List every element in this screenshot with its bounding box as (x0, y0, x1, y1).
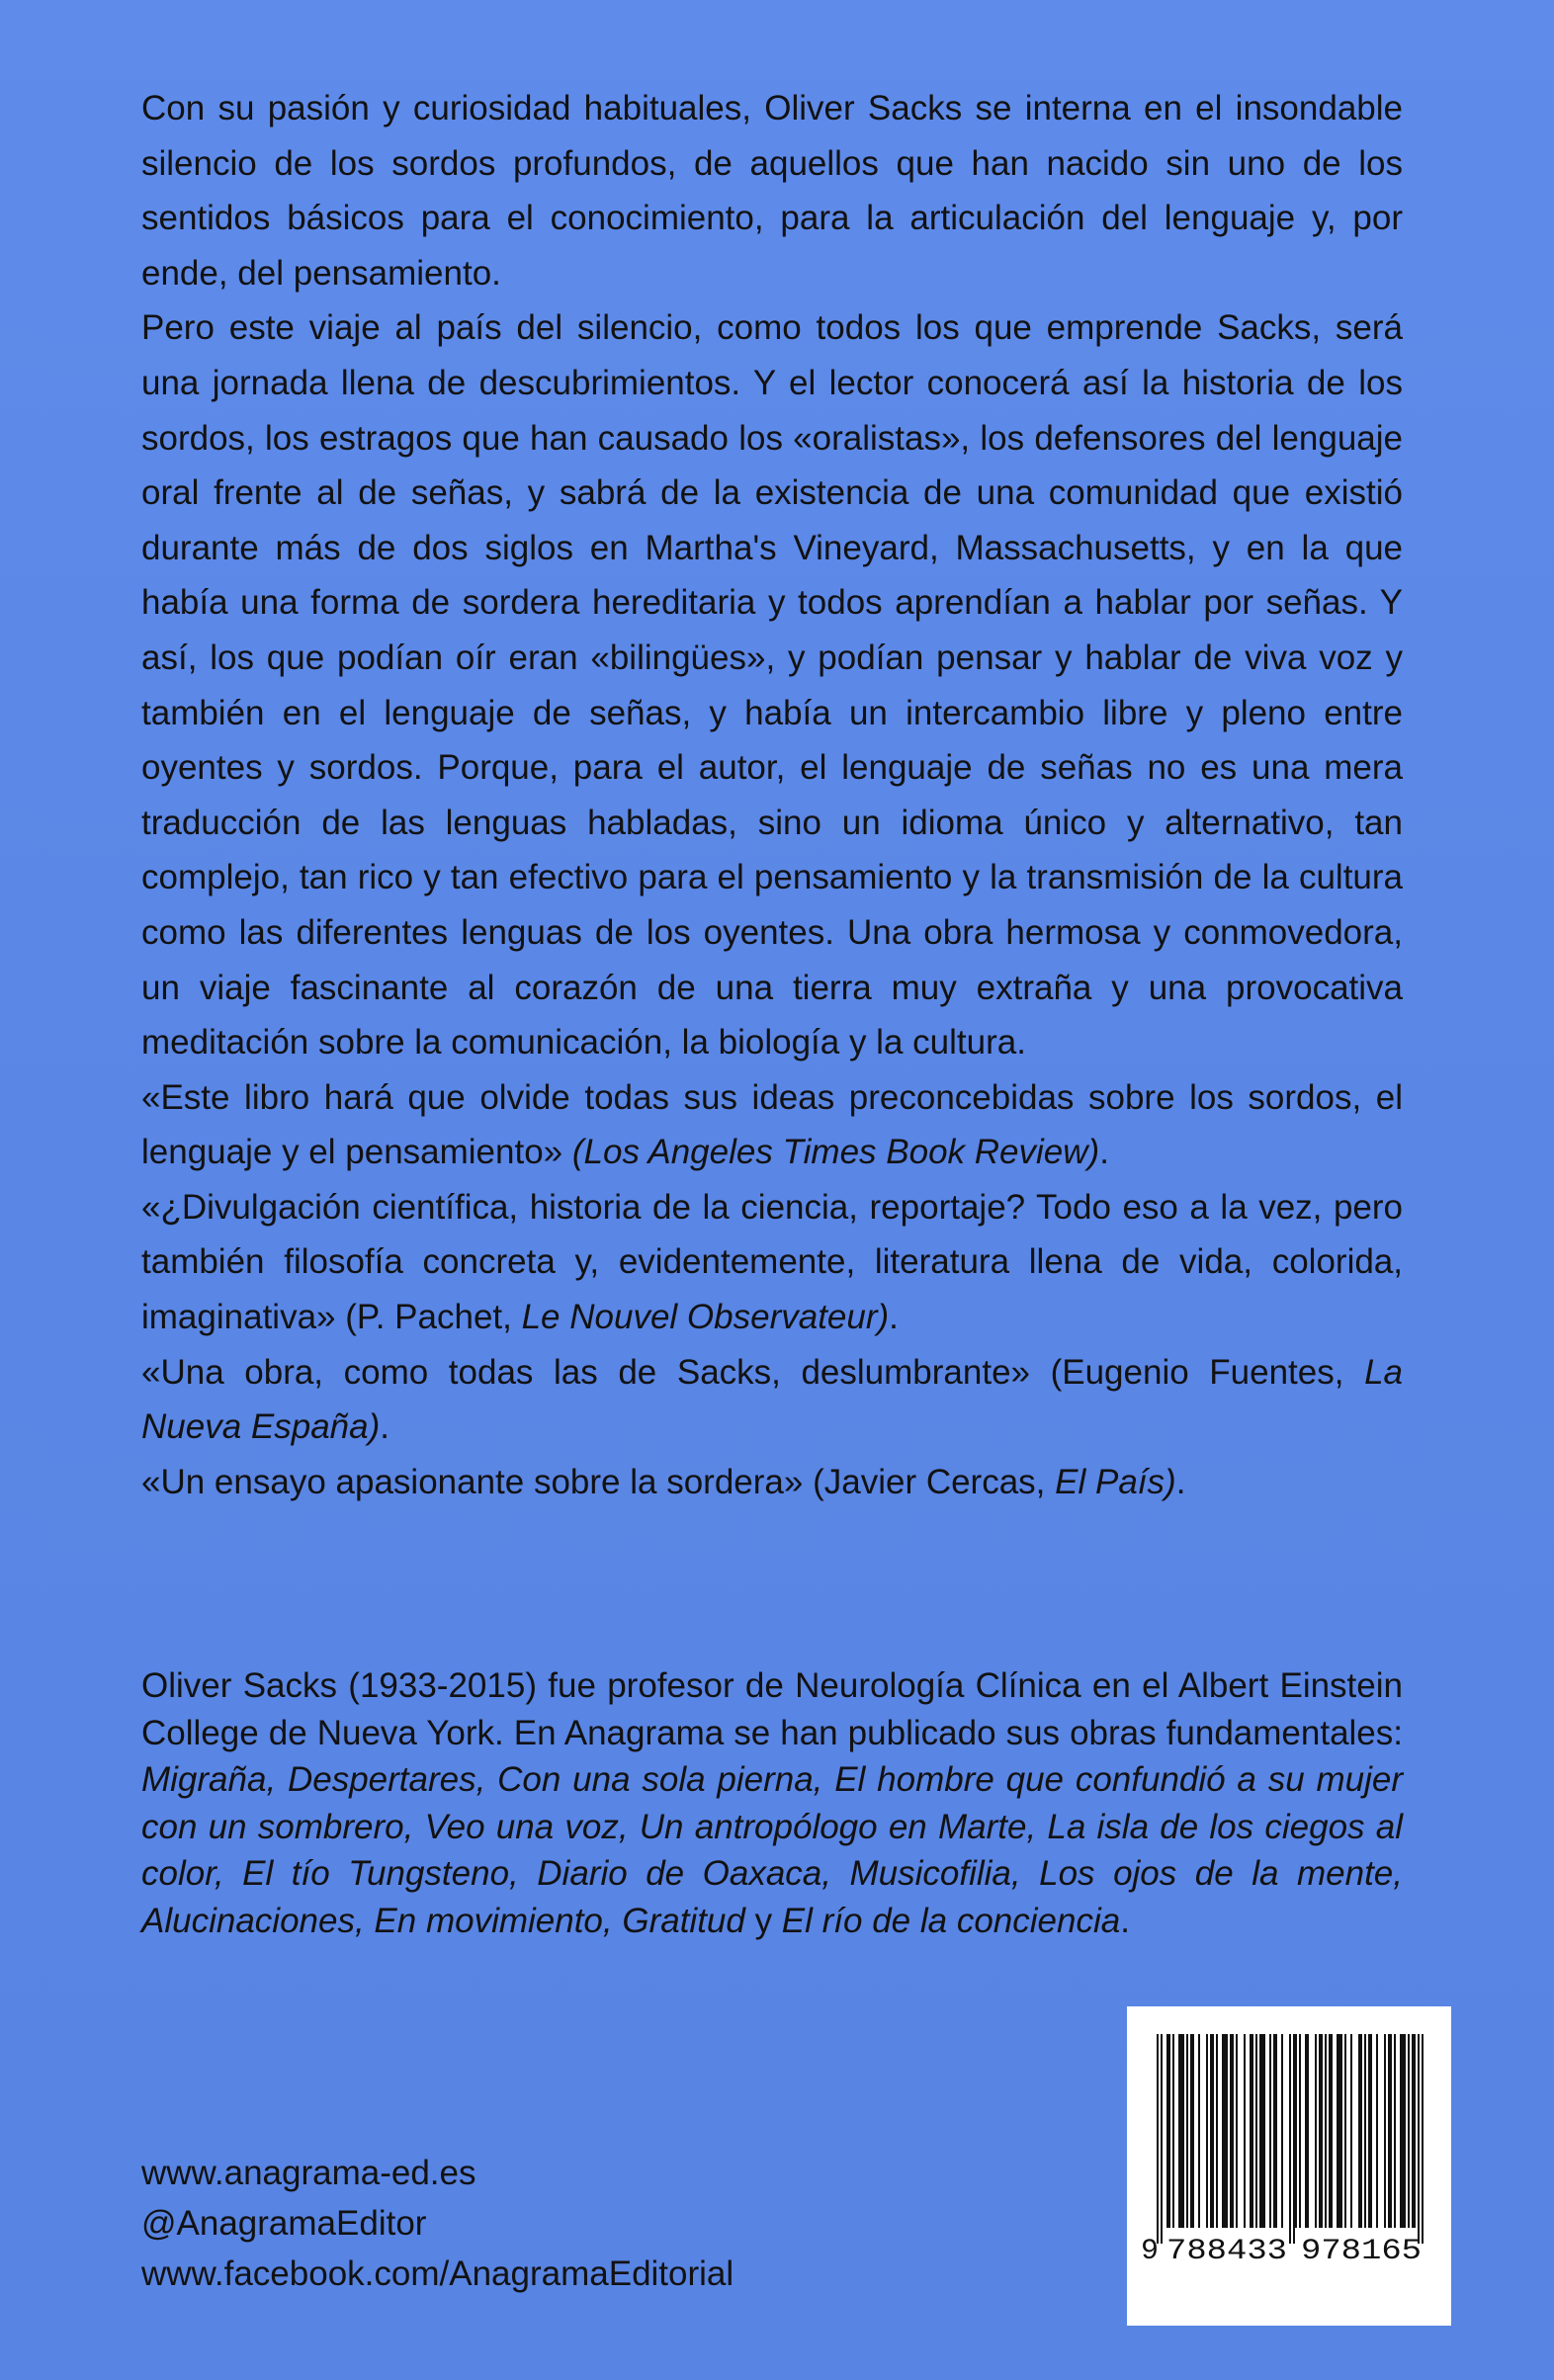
quote-source-open: (Eugenio Fuentes, (1050, 1352, 1365, 1392)
quote-text: «Un ensayo apasionante sobre la sordera» (141, 1462, 814, 1501)
website-link[interactable]: www.anagrama-ed.es (141, 2154, 476, 2192)
synopsis-paragraph-1: Con su pasión y curiosidad habituales, Oliver Sacks se interna en el insondable silencio de los sordos profundos, de aquellos que han nacido sin uno de los sentidos básicos para el conocimiento, para la articulación del lenguaje y, por ende, del pensamiento. (141, 89, 1403, 293)
quote-source: (Los Angeles Times Book Review) (571, 1133, 1100, 1172)
barcode-graphic (1127, 2006, 1451, 2326)
barcode-digits-right: 978165 (1301, 2235, 1422, 2268)
quote-text: «Una obra, como todas las de Sacks, deslumbrante» (141, 1352, 1051, 1392)
quote-source: Le Nouvel Observateur) (521, 1298, 890, 1337)
synopsis-paragraph-2: Pero este viaje al país del silencio, como todos los que emprende Sacks, será una jornada llena de descubrimientos. Y el lector conocerá así la historia de los sordos, los estragos que han causado los «oralistas», los defensores del lenguaje oral frente al de señas, y sabrá de la existencia de una comunidad que existió durante más de dos siglos en Martha's Vineyard, Massachusetts, y en la que había una forma de sordera hereditaria y todos aprendían a hablar por señas. Y así, los que podían oír eran «bilingües», y podían pensar y hablar de viva voz y también en el lenguaje de señas, y había un intercambio libre y pleno entre oyentes y sordos. Porque, para el autor, el lenguaje de señas no es una mera traducción de las lenguas habladas, sino un idioma único y alternativo, tan complejo, tan rico y tan efectivo para el pensamiento y la transmisión de la cultura como las diferentes lenguas de los oyentes. Una obra hermosa y conmovedora, un viaje fascinante al corazón de una tierra muy extraña y una provocativa meditación sobre la comunicación, la biología y la cultura. (141, 308, 1403, 1062)
bio-last-work: El río de la conciencia (781, 1901, 1121, 1940)
press-quote (141, 1455, 1403, 1510)
bio-intro: Oliver Sacks (1933-2015) fue profesor de Neurología Clínica en el Albert Einstein College de Nueva York. En Anagrama se han publicado sus obras fundamentales: (141, 1666, 1403, 1752)
publisher-links (141, 2148, 734, 2299)
twitter-handle[interactable]: @AnagramaEditor (141, 2204, 427, 2243)
barcode-bars (1157, 2034, 1424, 2244)
press-quote (141, 1345, 1403, 1455)
quote-source-end: . (1175, 1462, 1186, 1501)
bio-works: Migraña, Despertares, Con una sola pierna, El hombre que confundió a su mujer con un sombrero, Veo una voz, Un antropólogo en Marte, La isla de los ciegos al color, El tío Tungsteno, Diario de Oaxaca, Musicofilia, Los ojos de la mente, Alucinaciones, En movimiento, Gratitud (141, 1760, 1403, 1940)
quote-text: «Este libro hará que olvide todas sus ideas preconcebidas sobre los sordos, el lenguaje y el pensamiento» (141, 1077, 1403, 1172)
quote-text: «¿Divulgación científica, historia de la ciencia, reportaje? Todo eso a la vez, pero también filosofía concreta y, evidentemente, literatura llena de vida, colorida, imaginativa» (141, 1187, 1403, 1337)
barcode-digits-left: 788433 (1166, 2235, 1287, 2268)
quote-source-end: . (889, 1298, 899, 1337)
press-quote (141, 1070, 1403, 1180)
bio-end: . (1120, 1901, 1130, 1940)
quote-source-end: . (380, 1407, 389, 1447)
author-bio (141, 1662, 1403, 1944)
quote-source-end: . (1099, 1133, 1109, 1172)
bio-conjunction: y (744, 1901, 782, 1940)
quote-source-open: (Javier Cercas, (813, 1462, 1056, 1501)
facebook-link[interactable]: www.facebook.com/AnagramaEditorial (141, 2254, 734, 2293)
quote-source: La Nueva España) (141, 1352, 1403, 1447)
barcode-digit-lead: 9 (1141, 2235, 1160, 2268)
press-quote (141, 1180, 1403, 1345)
synopsis (141, 81, 1403, 1509)
quote-source: El País) (1055, 1462, 1176, 1501)
isbn-barcode (1127, 2006, 1451, 2326)
quote-source-open: (P. Pachet, (345, 1298, 522, 1337)
